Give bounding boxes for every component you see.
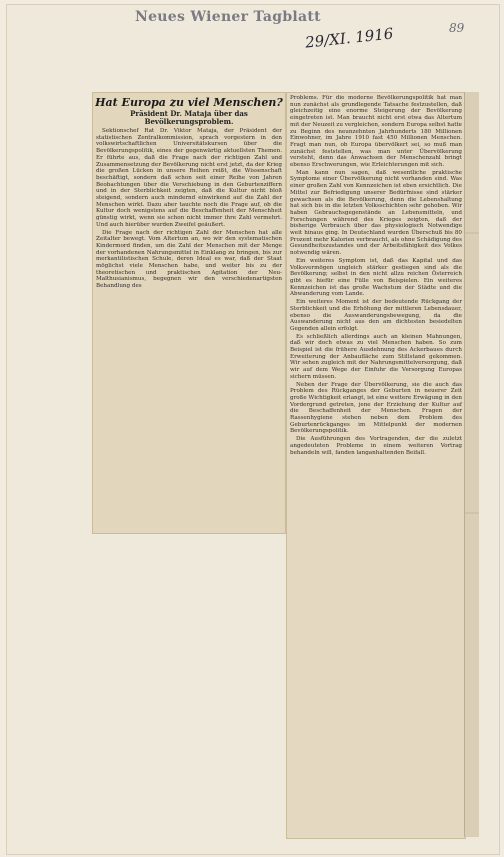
clipping-edge-strip <box>464 92 479 837</box>
paragraph: Ein weiteres Symptom ist, daß das Kapital und das Volksvermögen ungleich stärker gestiegen sind als die Bevölkerung; selbst in den nicht allzu reichen Österreich gibt es hiefür eine Fülle von Beispielen. Ein weiteres Kennzeichen ist das große Wachstum der Städte und die Abwanderung vom Lande. <box>290 257 462 298</box>
clipping-column-left <box>92 92 286 534</box>
paragraph: Die Frage nach der richtigen Zahl der Menschen hat alle Zeitalter bewegt. Vom Altertum an, wo wir den systematischen Kindermord finden, um die Zahl der Menschen mit der Menge der vorhandenen Nahrungsmittel in Einklang zu bringen, bis zur merkantilistischen Schule, deren Ideal es war, daß der Staat möglichst viele Menschen habe, und weiter bis zu der theoretischen und praktischen Agitation der Neu-Malthusianismus, begegnen wir den verschiedenartigsten Behandlung des <box>96 229 282 290</box>
paragraph: Ein weiteres Moment ist der bedeutende Rückgang der Sterblichkeit und die Erhöhung der mittleren Lebensdauer, ebenso die Auswanderungsbewegung, da die Auswanderung nicht aus den am dichtesten besiedelten Gegenden allein erfolgt. <box>290 299 462 332</box>
paragraph: Es schließlich allerdings auch an kleinen Mahnungen, daß wir doch etwas zu viel Menschen haben. So zum Beispiel ist die frühere Ausdehnung des Ackerbaues durch Erweiterung der Anbaufläche zum Stillstand gekommen. Wir sehen zugleich mit der Nahrungsmittelversorgung, daß wir auf dem Wege der Einfuhr die Versorgung Europas sichern müssen. <box>290 333 462 380</box>
handwritten-page-number: 89 <box>449 21 465 35</box>
article-subhead: Präsident Dr. Mataja über das Bevölkerungsproblem. <box>130 109 248 126</box>
paragraph: Die Ausführungen des Vortragenden, der die zuletzt angedeuteten Probleme in einem weiteren Vortrag behandeln will, fanden langanhaltenden Beifall. <box>290 436 462 456</box>
paragraph: Problems. Für die moderne Bevölkerungspolitik hat man nun zunächst als grundlegende Tatsache festzustellen, daß gleichzeitig eine enorme Steigerung der Bevölkerung eingetreten ist. Man braucht nicht erst etwa das Altertum mit der Neuzeit zu vergleichen, sondern Europa selbst hatte zu Beginn des neunzehnten Jahrhunderts 180 Millionen Einwohner, im Jahre 1910 fast 450 Millionen Menschen. Fragt man nun, ob Europa übervölkert sei, so muß man zunächst feststellen, was man unter Übervölkerung versteht, denn das Anwachsen der Menschenzahl bringt ebenso Erschwerungen, wie Erleichterungen mit sich. <box>290 95 462 169</box>
fold-line <box>465 232 479 234</box>
newspaper-masthead: Neues Wiener Tagblatt <box>135 9 321 25</box>
fold-line <box>465 512 479 514</box>
clipping-column-right <box>286 92 466 839</box>
right-column-text <box>290 95 462 456</box>
article-headline: Hat Europa zu viel Menschen? <box>95 96 283 109</box>
handwritten-date: 29/XI. 1916 <box>304 24 395 52</box>
paragraph: Man kann nun sagen, daß wesentliche praktische Symptome einer Übervölkerung nicht vorhanden sind. Was einer großen Zahl von Kennzeichen ist eben ersichtlich. Die Mittel zur Befriedigung unserer Bedürfnisse sind stärker gewachsen als die Bevölkerung, denn die Lebenshaltung hat sich bis in die letzten Volksschichten sehr gehoben. Wir haben Gebrauchsgegenstände an Lebensmitteln, und Forschungen während des Krieges zeigten, daß der bisherige Verbrauch über das physiologisch Notwendige weit hinaus ging. In Deutschland wurden Überschuß bis 80 Prozent mehr Kalorien verbraucht, als ohne Schädigung des Gesundheitszustandes und der Arbeitsfähigkeit des Volkes notwendig wären. <box>290 169 462 257</box>
left-column-text <box>96 128 282 290</box>
paragraph: Neben der Frage der Übervölkerung, sie die auch das Problem des Rückganges der Geburten in neuerer Zeit große Wichtigkeit erlangt, ist eine weitere Erwägung in den Vordergrund getreten, jene der Erziehung der Kultur auf die Beschaffenheit der Menschen. Fragen der Rassenhygiene stehen neben dem Problem des Geburtenrückganges im Mittelpunkt der modernen Bevölkerungspolitik. <box>290 381 462 435</box>
paragraph: Sektionschef Rat Dr. Viktor Mataja, der Präsident der statistischen Zentralkommission, sprach vorgestern in den volkswirtschaftlichen Universitätskursen über die Bevölkerungspolitik, eines der gegenwärtig aktuellsten Themen. Er führte aus, daß die Frage nach der richtigen Zahl und Zusammensetzung der Bevölkerung nicht erst jetzt, da der Krieg die großen Lücken in unsere Reihen reißt, die Wissenschaft beschäftigt, sondern daß schon seit einer Reihe von Jahren Beobachtungen über die Verschiebung in den Geburtenziffern und in der Sterblichkeit zeigten, daß die Kultur nicht bloß steigend, sondern auch mindernd einwirkend auf die Zahl der Menschen wirkt. Dazu aber tauchte noch die Frage auf, ob die Kultur doch wenigstens auf die Beschaffenheit der Menschheit günstig wirkt, wenn sie schon nicht immer ihre Zahl vermehrt. Und auch hierüber wurden Zweifel geäußert. <box>96 128 282 228</box>
